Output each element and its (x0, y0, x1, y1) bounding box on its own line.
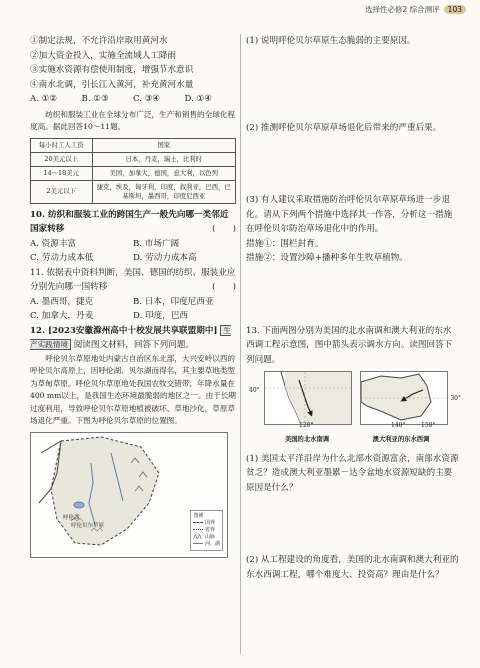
au-lon1-label: 140° (391, 421, 406, 429)
question-12-head (30, 324, 236, 353)
q12-instruction: 阅读图文材料，回答下列问题。 (73, 340, 195, 350)
answer-space (246, 49, 460, 121)
us-lon-label: 120° (299, 421, 314, 429)
table-cell: 2美元以下 (31, 180, 93, 203)
q13-part2: (2) 从工程建设的角度看，美国的北水南调和澳大利亚的东水西调工程，哪个难度大、投资高？理由是什么？ (246, 555, 459, 580)
q12-passage: 呼伦贝尔草原地处内蒙古自治区东北部，大兴安岭以西的呼伦贝尔高原上，因呼伦湖、贝尔湖而得名，其主要草地类型为草甸草原。呼伦贝尔草原地处我国农牧交错带，年降水量在400 mm以上，是我国生态环境最脆弱的地区之一。由于长期过度利用，导致呼伦贝尔草原地植被破坏、草地沙化，草原草场退化严重。下图为呼伦贝尔草原的位置图。 (30, 353, 236, 425)
column-divider (240, 34, 241, 654)
page-number: 103 (444, 5, 466, 14)
map-captions (264, 433, 460, 448)
table-cell: 日本，丹麦，瑞士，比利时 (92, 152, 236, 166)
grassland-label: 呼伦贝尔草原 (71, 522, 105, 529)
q12-part1: (1) 说明呼伦贝尔草原生态脆弱的主要原因。 (246, 36, 416, 46)
left-column (30, 34, 236, 558)
us-map-caption: 美国的北水南调 (284, 436, 330, 443)
australia-map (360, 371, 461, 429)
q9-option-a: A. ①② (30, 94, 58, 104)
q9-option-b: B. ①③ (81, 94, 109, 104)
q10-paren: ( ) (212, 224, 236, 234)
q10-option-c: C. 劳动力成本低 (30, 253, 94, 263)
option-line-3: ③实施水资源有偿使用制度，增强节水意识 (30, 65, 194, 75)
legend-item (193, 527, 220, 534)
option-line-1: ①制定法规，不允许沿岸取用黄河水 (30, 36, 168, 46)
legend-title: 图例 (193, 512, 204, 519)
lake-label: 呼伦湖 (63, 514, 80, 521)
wage-table (30, 138, 236, 204)
question-10 (30, 208, 236, 237)
map-legend (190, 510, 223, 551)
table-header-wage: 每小时工人工资 (31, 138, 93, 152)
header-title: 选择性必修2 综合测评 (365, 5, 440, 14)
q13-maps (249, 371, 461, 429)
us-map-drawing (265, 372, 351, 424)
legend-label: 省界 (204, 526, 215, 533)
q11-paren: ( ) (212, 282, 236, 292)
table-row (31, 166, 236, 180)
q11-text: 11. 依据表中资料判断，美国、德国的纺织、服装业应分别先向哪一国转移 (30, 267, 236, 292)
table-cell: 美国，加拿大，德国，意大利，以色列 (92, 166, 236, 180)
q10-text: 10. 纺织和服装工业的跨国生产一般先向哪一类邻近国家转移 (30, 209, 229, 234)
q12-part3: (3) 有人建议采取措施防治呼伦贝尔草原草场进一步退化。请从下列两个措施中选择其一作答，分析这一措施在呼伦贝尔防治草场退化中的作用。 (246, 195, 453, 234)
legend-label: 河、湖 (204, 540, 220, 547)
table-row (31, 180, 236, 203)
measure-2: 措施②：设置沙障+播种多年生牧草植物。 (246, 253, 408, 263)
table-cell: 20美元以上 (31, 152, 93, 166)
q13-part1: (1) 美国太平洋沿岸为什么北部水资源富余，南部水资源贫乏？造成澳大利亚墨累－达令盆地水资源短缺的主要原因是什么？ (246, 453, 459, 493)
q11-option-d: D. 印度，巴西 (133, 311, 189, 321)
legend-label: 山脉 (204, 533, 215, 540)
au-lat-label: 30° (450, 395, 461, 402)
answer-space (246, 266, 460, 324)
q10-options (30, 237, 236, 266)
legend-item (193, 541, 220, 548)
q12-source: 12. [2023安徽滁州高中十校发展共享联盟期中] (30, 325, 218, 336)
table-cell: 捷克，埃及，匈牙利，印度，叙利亚，巴西，巴基斯坦，墨西哥，印度尼西亚 (92, 180, 236, 203)
q9-option-d: D. ①④ (184, 94, 212, 104)
legend-item: ⋀⋀ 山脉 (193, 533, 215, 540)
us-map (249, 371, 352, 429)
hulunbuir-map (30, 432, 228, 558)
q11-option-b: B. 日本，印度尼西亚 (133, 296, 214, 307)
au-map-drawing (361, 372, 447, 424)
q11-option-a: A. 墨西哥，捷克 (30, 296, 94, 307)
legend-label: 国界 (204, 519, 215, 526)
answer-space (246, 495, 460, 553)
option-line-4: ④南水北调，引长江入黄河，补充黄河水量 (30, 79, 194, 90)
table-header-country: 国家 (92, 138, 236, 152)
page-header (365, 4, 466, 15)
q9-options (30, 92, 236, 107)
q12-part2: (2) 推测呼伦贝尔草原草场退化后带来的严重后果。 (246, 122, 442, 133)
table-row (31, 152, 236, 166)
au-map-caption: 澳大利亚的东水西调 (372, 436, 430, 443)
measure-1: 措施①：围栏封育。 (246, 238, 324, 249)
answer-space (246, 135, 460, 193)
us-lat-label: 40° (249, 387, 260, 394)
q10-option-d: D. 劳动力成本高 (133, 253, 197, 263)
right-column (246, 34, 460, 582)
q10-option-b: B. 市场广阔 (133, 238, 180, 249)
au-lon2-label: 150° (421, 421, 436, 429)
question-13: 13. 下面两图分别为美国的北水南调和澳大利亚的东水西调工程示意图，图中箭头表示调水方向。读图回答下列问题。 (246, 325, 453, 365)
q10-option-a: A. 资源丰富 (30, 238, 77, 249)
question-11 (30, 266, 236, 295)
passage-textile: 纺织和服装工业在全球分布广泛，生产和销售的全球化程度高。据此回答10～11题。 (30, 109, 236, 131)
option-line-2: ②加大资金投入，实施全流域人工降雨 (30, 50, 177, 61)
context-tag: 生产实践情境 (30, 325, 231, 349)
legend-item (193, 520, 220, 527)
q11-options (30, 295, 236, 324)
table-cell: 14～18美元 (31, 166, 93, 180)
q9-option-c: C. ③④ (133, 94, 161, 104)
q11-option-c: C. 加拿大，丹麦 (30, 311, 94, 321)
